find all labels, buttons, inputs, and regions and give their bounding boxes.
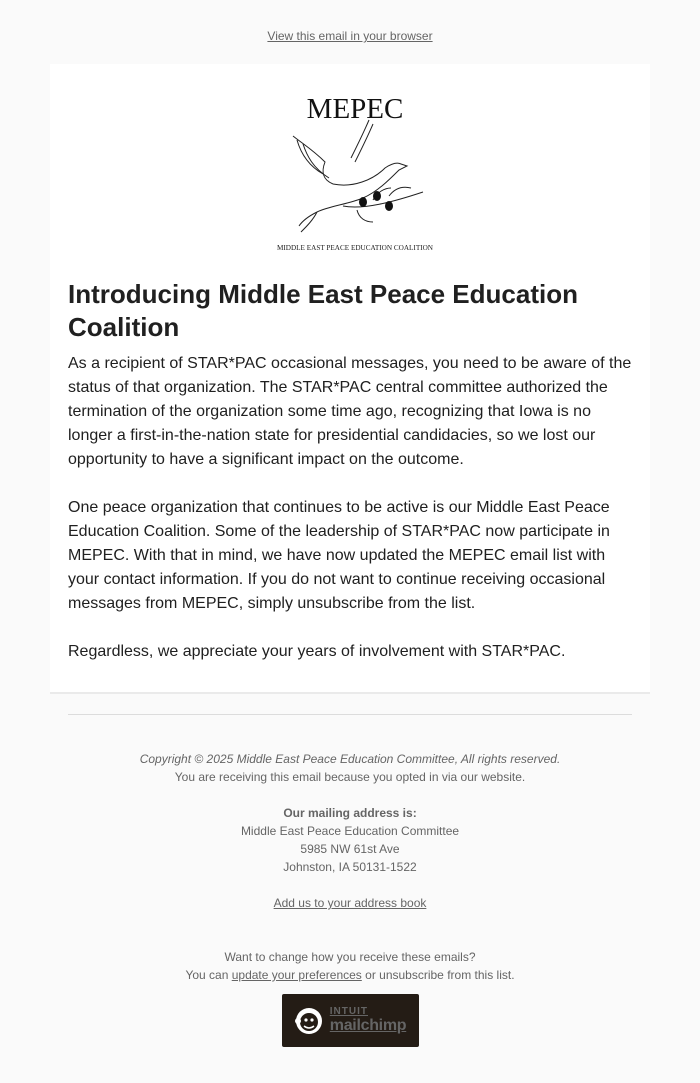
view-in-browser-link[interactable]: View this email in your browser xyxy=(267,29,433,43)
view-in-browser-bar xyxy=(0,29,700,43)
logo-title: MEPEC xyxy=(306,93,404,125)
mailchimp-badge[interactable] xyxy=(282,994,419,1047)
mailchimp-icon xyxy=(294,1006,324,1036)
opt-in-reason: You are receiving this email because you opted in via our website. xyxy=(174,770,526,784)
change-prefs-question: Want to change how you receive these emails? xyxy=(224,950,476,964)
copyright-text: Copyright © 2025 Middle East Peace Education Committee, All rights reserved. xyxy=(139,752,561,766)
prefs-line xyxy=(0,966,700,984)
headline: Introducing Middle East Peace Education Coalition xyxy=(68,279,578,342)
body-paragraph: As a recipient of STAR*PAC occasional messages, you need to be aware of the status of that organization. The STAR*PAC central committee authorized the termination of the organization some time ago, recognizing that Iowa is no longer a first-in-the-nation state for presidential candidacies, so we lost our opportunity to have a significant impact on the outcome. xyxy=(68,355,632,468)
address-street: 5985 NW 61st Ave xyxy=(300,842,400,856)
unsubscribe-text: or unsubscribe from this list. xyxy=(361,968,515,982)
address-city: Johnston, IA 50131-1522 xyxy=(283,860,417,874)
olive-icon xyxy=(359,191,393,211)
mailchimp-label: mailchimp xyxy=(329,1017,407,1034)
logo-subtitle: MIDDLE EAST PEACE EDUCATION COALITION xyxy=(277,244,433,252)
add-to-address-book-link[interactable]: Add us to your address book xyxy=(273,896,427,910)
footer xyxy=(0,750,700,1047)
body-paragraph: One peace organization that continues to be active is our Middle East Peace Education Coalition. Some of the leadership of STAR*PAC now participate in MEPEC. With that in mind, we have now updated the MEPEC email list with your contact information. If you do not want to continue receiving occasional messages from MEPEC, simply unsubscribe from the list. xyxy=(68,499,610,612)
mepec-logo xyxy=(273,84,437,254)
mailing-address-label: Our mailing address is: xyxy=(283,806,417,820)
intuit-label: INTUIT xyxy=(329,1006,368,1017)
footer-divider xyxy=(68,714,632,715)
body-text xyxy=(68,352,636,688)
update-preferences-link[interactable]: update your preferences xyxy=(231,968,362,982)
email-card xyxy=(50,64,650,694)
you-can-text: You can xyxy=(185,968,232,982)
body-paragraph: Regardless, we appreciate your years of involvement with STAR*PAC. xyxy=(68,643,566,660)
address-org: Middle East Peace Education Committee xyxy=(240,824,460,838)
dove-icon xyxy=(293,120,423,232)
